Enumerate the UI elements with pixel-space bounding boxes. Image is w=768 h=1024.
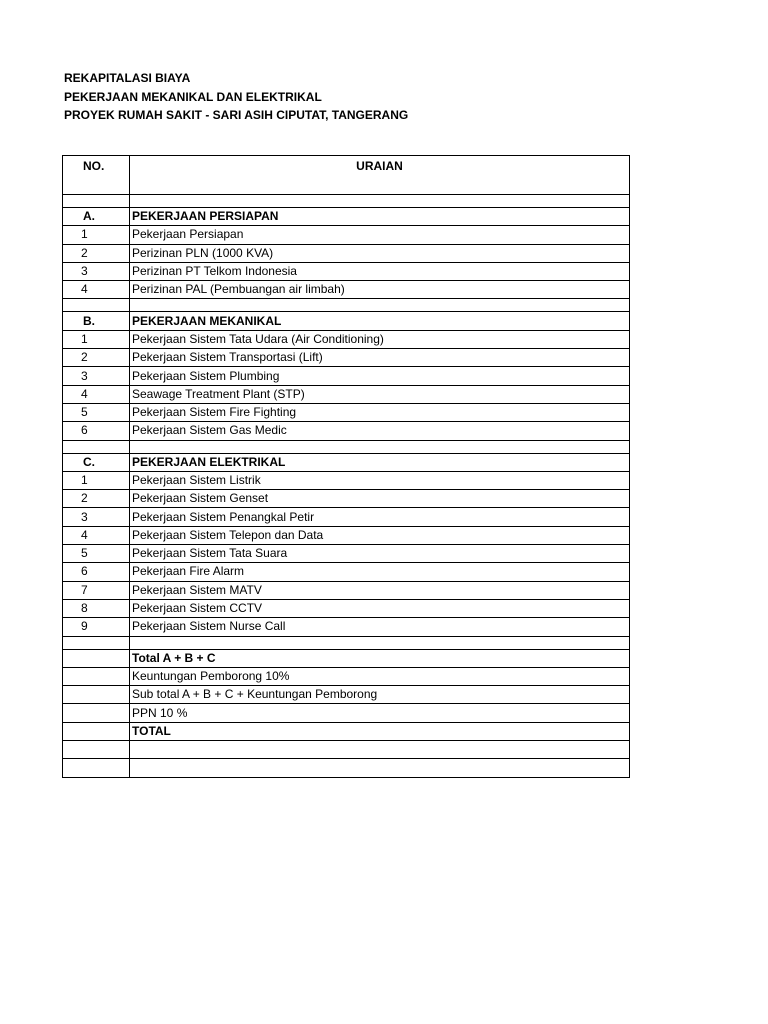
item-no[interactable]: 6 <box>63 422 130 440</box>
item-text[interactable]: Pekerjaan Sistem CCTV <box>130 599 630 617</box>
table-header-row <box>63 156 630 195</box>
section-row-a <box>63 208 630 226</box>
item-no[interactable]: 4 <box>63 385 130 403</box>
table-row <box>63 581 630 599</box>
item-text[interactable]: Pekerjaan Sistem Plumbing <box>130 367 630 385</box>
section-code[interactable]: A. <box>63 208 130 226</box>
table-row <box>63 226 630 244</box>
summary-row-total <box>63 722 630 740</box>
section-row-b <box>63 312 630 330</box>
table-row <box>63 385 630 403</box>
section-name[interactable]: PEKERJAAN ELEKTRIKAL <box>130 453 630 471</box>
title-line-2: PEKERJAAN MEKANIKAL DAN ELEKTRIKAL <box>64 89 322 104</box>
item-text[interactable]: Pekerjaan Fire Alarm <box>130 563 630 581</box>
table-row <box>63 599 630 617</box>
summary-row-total-abc <box>63 649 630 667</box>
item-no[interactable]: 1 <box>63 226 130 244</box>
item-no[interactable]: 1 <box>63 330 130 348</box>
summary-row-ppn <box>63 704 630 722</box>
section-name[interactable]: PEKERJAAN PERSIAPAN <box>130 208 630 226</box>
item-no[interactable]: 2 <box>63 244 130 262</box>
table-row <box>63 349 630 367</box>
item-no[interactable]: 7 <box>63 581 130 599</box>
title-line-3: PROYEK RUMAH SAKIT - SARI ASIH CIPUTAT, TANGERANG <box>64 108 409 122</box>
item-text[interactable]: Pekerjaan Sistem Fire Fighting <box>130 403 630 421</box>
summary-ppn[interactable]: PPN 10 % <box>130 704 630 722</box>
item-no[interactable]: 3 <box>63 367 130 385</box>
item-no[interactable]: 1 <box>63 471 130 489</box>
item-no[interactable]: 2 <box>63 490 130 508</box>
item-text[interactable]: Pekerjaan Sistem MATV <box>130 581 630 599</box>
table-row <box>63 367 630 385</box>
section-code[interactable]: C. <box>63 453 130 471</box>
item-no[interactable]: 5 <box>63 403 130 421</box>
item-no[interactable]: 4 <box>63 526 130 544</box>
item-no[interactable]: 3 <box>63 262 130 280</box>
empty-row <box>63 741 630 759</box>
summary-keuntungan[interactable]: Keuntungan Pemborong 10% <box>130 667 630 685</box>
table-row <box>63 471 630 489</box>
item-text[interactable]: Pekerjaan Sistem Genset <box>130 490 630 508</box>
table-row <box>63 526 630 544</box>
item-text[interactable]: Pekerjaan Sistem Tata Suara <box>130 545 630 563</box>
table-row <box>63 422 630 440</box>
item-no[interactable]: 3 <box>63 508 130 526</box>
table-row <box>63 281 630 299</box>
item-text[interactable]: Pekerjaan Sistem Telepon dan Data <box>130 526 630 544</box>
header-uraian[interactable]: URAIAN <box>130 156 630 195</box>
table-row <box>63 490 630 508</box>
item-no[interactable]: 4 <box>63 281 130 299</box>
item-text[interactable]: Pekerjaan Sistem Penangkal Petir <box>130 508 630 526</box>
section-row-c <box>63 453 630 471</box>
empty-row <box>63 759 630 777</box>
table-row <box>63 403 630 421</box>
spacer-row <box>63 299 630 312</box>
item-text[interactable]: Pekerjaan Sistem Gas Medic <box>130 422 630 440</box>
table-row <box>63 244 630 262</box>
section-name[interactable]: PEKERJAAN MEKANIKAL <box>130 312 630 330</box>
table-row <box>63 563 630 581</box>
spacer-row <box>63 195 630 208</box>
item-text[interactable]: Pekerjaan Persiapan <box>130 226 630 244</box>
item-text[interactable]: Pekerjaan Sistem Listrik <box>130 471 630 489</box>
item-text[interactable]: Pekerjaan Sistem Nurse Call <box>130 618 630 636</box>
document-heading <box>64 69 408 125</box>
item-text[interactable]: Pekerjaan Sistem Transportasi (Lift) <box>130 349 630 367</box>
section-code[interactable]: B. <box>63 312 130 330</box>
item-no[interactable]: 2 <box>63 349 130 367</box>
table-row <box>63 262 630 280</box>
item-no[interactable]: 8 <box>63 599 130 617</box>
summary-total[interactable]: TOTAL <box>130 722 630 740</box>
summary-total-abc[interactable]: Total A + B + C <box>130 649 630 667</box>
item-no[interactable]: 5 <box>63 545 130 563</box>
item-text[interactable]: Perizinan PT Telkom Indonesia <box>130 262 630 280</box>
summary-row-subtotal <box>63 686 630 704</box>
title-line-1: REKAPITALASI BIAYA <box>64 71 191 85</box>
summary-subtotal[interactable]: Sub total A + B + C + Keuntungan Pemborong <box>130 686 630 704</box>
spacer-row <box>63 636 630 649</box>
summary-row-keuntungan <box>63 667 630 685</box>
header-no[interactable]: NO. <box>63 156 130 195</box>
table-row <box>63 330 630 348</box>
item-no[interactable]: 6 <box>63 563 130 581</box>
item-text[interactable]: Perizinan PLN (1000 KVA) <box>130 244 630 262</box>
spacer-row <box>63 440 630 453</box>
table-row <box>63 508 630 526</box>
item-text[interactable]: Perizinan PAL (Pembuangan air limbah) <box>130 281 630 299</box>
table-row <box>63 545 630 563</box>
cost-recap-table <box>62 155 630 778</box>
table-row <box>63 618 630 636</box>
item-text[interactable]: Seawage Treatment Plant (STP) <box>130 385 630 403</box>
item-no[interactable]: 9 <box>63 618 130 636</box>
item-text[interactable]: Pekerjaan Sistem Tata Udara (Air Conditioning) <box>130 330 630 348</box>
